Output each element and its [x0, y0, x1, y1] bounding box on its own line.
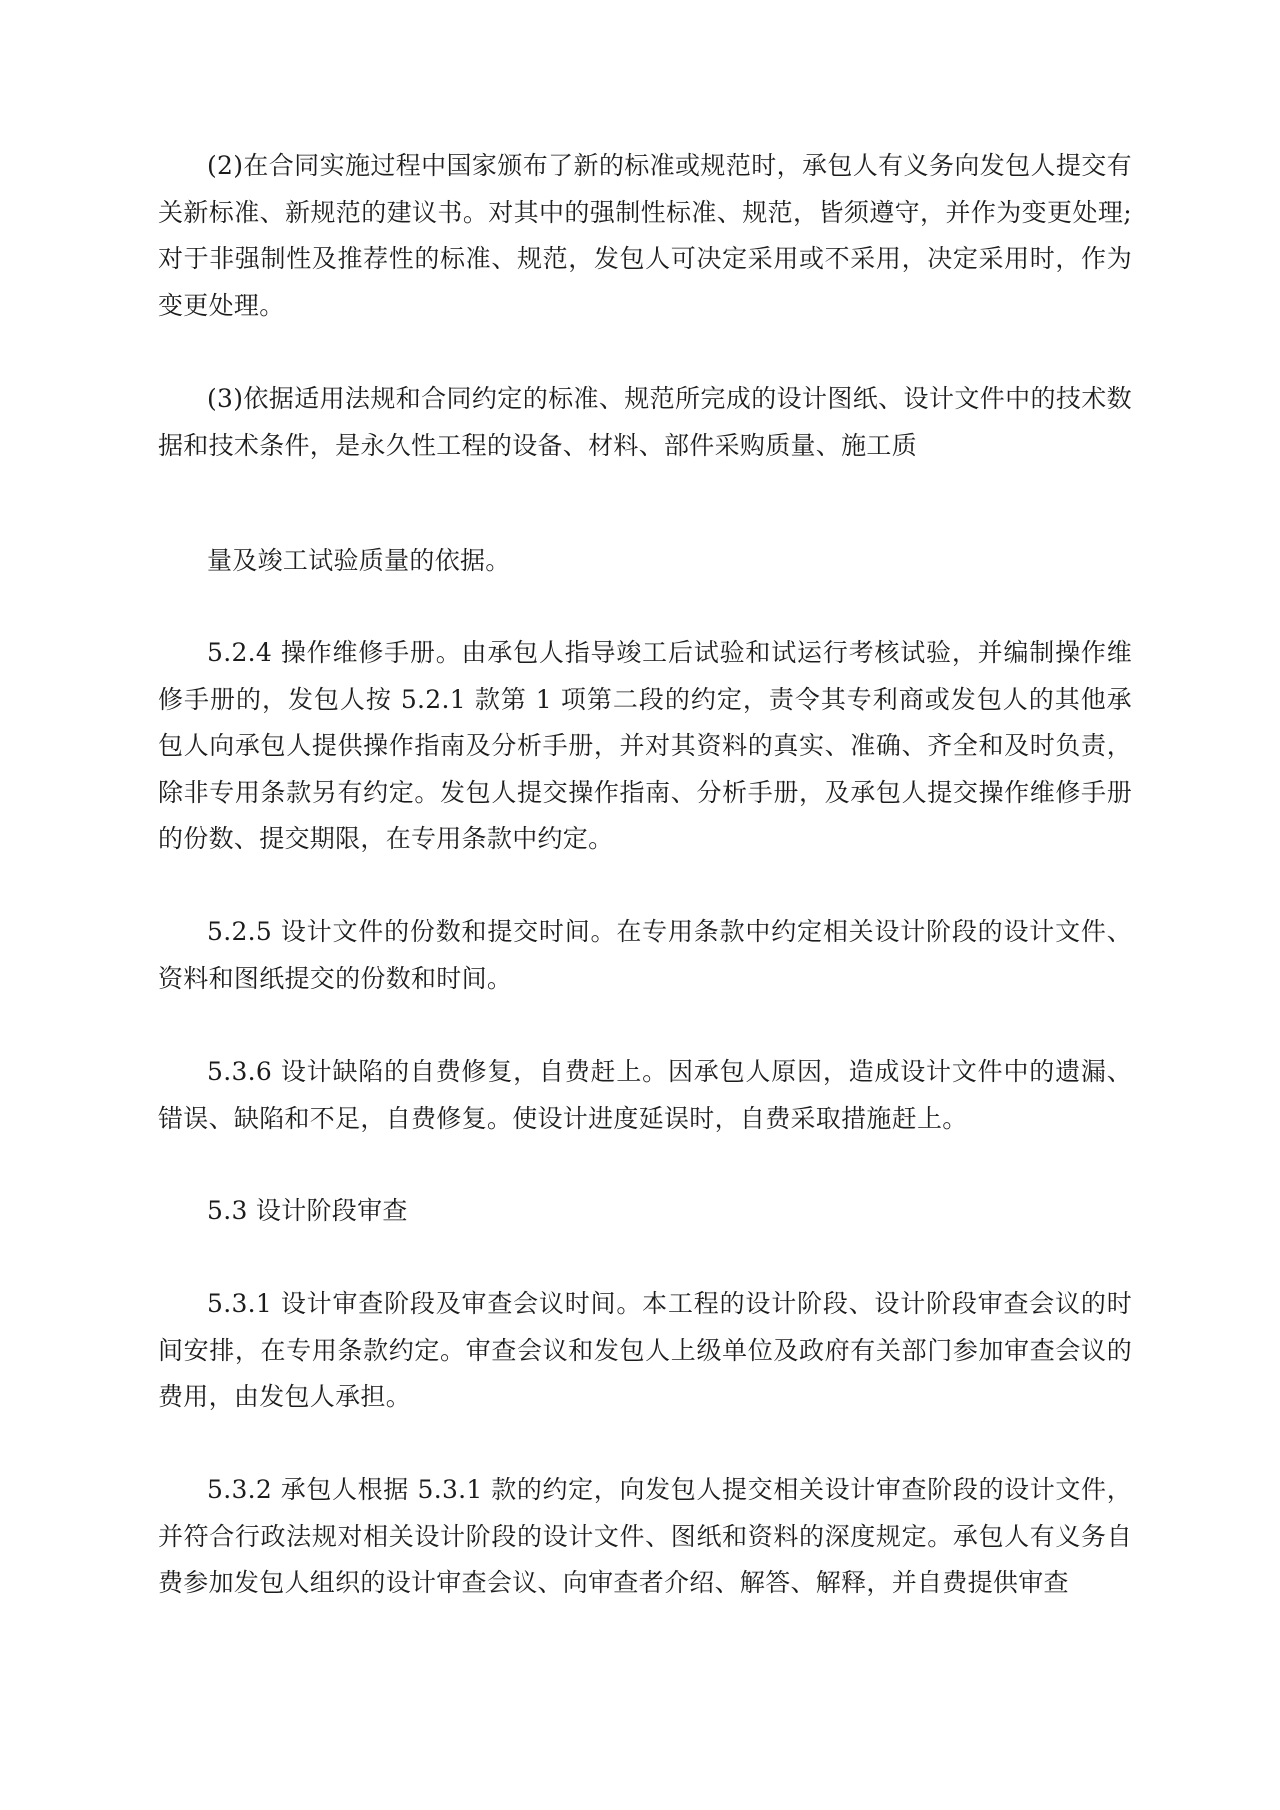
paragraph-5-3-6-defect-repair: 5.3.6 设计缺陷的自费修复，自费赶上。因承包人原因，造成设计文件中的遗漏、错误、缺陷和不足，自费修复。使设计进度延误时，自费采取措施赶上。 — [158, 1057, 1132, 1133]
paragraph-5-3-1-review-meetings: 5.3.1 设计审查阶段及审查会议时间。本工程的设计阶段、设计阶段审查会议的时间安排，在专用条款约定。审查会议和发包人上级单位及政府有关部门参加审查会议的费用，由发包人承担。 — [158, 1289, 1132, 1411]
section-heading-5-3: 5.3 设计阶段审查 — [207, 1196, 408, 1225]
paragraph-5-2-4-operation-manual: 5.2.4 操作维修手册。由承包人指导竣工后试验和试运行考核试验，并编制操作维修手册的，发包人按 5.2.1 款第 1 项第二段的约定，责令其专利商或发包人的其他承包人向承包人提供操作指南及分析手册，并对其资料的真实、准确、齐全和及时负责，除非专用条款另有约定。发包人提交操作指南、分析手册，及承包人提交操作维修手册的份数、提交期限，在专用条款中约定。 — [158, 638, 1132, 853]
paragraph-5-2-5-design-files: 5.2.5 设计文件的份数和提交时间。在专用条款中约定相关设计阶段的设计文件、资料和图纸提交的份数和时间。 — [158, 917, 1132, 993]
paragraph-5-3-2-submission: 5.3.2 承包人根据 5.3.1 款的约定，向发包人提交相关设计审查阶段的设计文件，并符合行政法规对相关设计阶段的设计文件、图纸和资料的深度规定。承包人有义务自费参加发包人组织的设计审查会议、向审查者介绍、解答、解释，并自费提供审查 — [158, 1475, 1132, 1597]
paragraph-design-basis-continued: 量及竣工试验质量的依据。 — [207, 546, 511, 575]
paragraph-design-basis: (3)依据适用法规和合同约定的标准、规范所完成的设计图纸、设计文件中的技术数据和技术条件，是永久性工程的设备、材料、部件采购质量、施工质 — [158, 384, 1132, 460]
paragraph-standard-update: (2)在合同实施过程中国家颁布了新的标准或规范时，承包人有义务向发包人提交有关新标准、新规范的建议书。对其中的强制性标准、规范，皆须遵守，并作为变更处理;对于非强制性及推荐性的标准、规范，发包人可决定采用或不采用，决定采用时，作为变更处理。 — [158, 151, 1132, 320]
